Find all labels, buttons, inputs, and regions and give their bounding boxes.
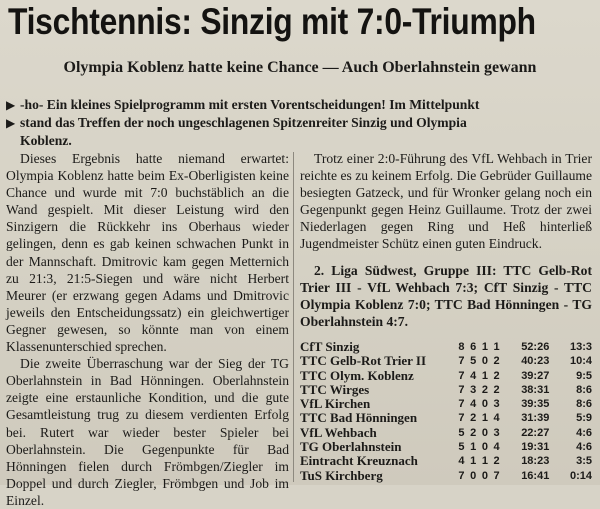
right-column xyxy=(300,150,592,483)
points: 3:5 xyxy=(576,455,592,468)
table-row xyxy=(300,411,592,425)
points: 0:14 xyxy=(569,469,592,482)
intro-text: -ho- Ein kleines Spielprogramm mit ersten Vorentscheidungen! Im Mittelpunkt xyxy=(20,97,480,112)
games-lost: 4 xyxy=(493,412,500,425)
match-score: 38:31 xyxy=(521,383,550,396)
games-lost: 3 xyxy=(493,398,500,411)
table-row xyxy=(300,397,592,411)
games-lost: 3 xyxy=(493,426,500,439)
table-row xyxy=(300,383,592,397)
team-name: Eintracht Kreuznach xyxy=(300,453,418,469)
match-score: 40:23 xyxy=(521,355,550,368)
games-won: 0 xyxy=(470,469,477,482)
points: 10:4 xyxy=(569,355,592,368)
column-divider xyxy=(293,152,294,482)
points: 4:6 xyxy=(576,441,592,454)
article-paragraph: Die zweite Überraschung war der Sieg der TG Oberlahnstein in Bad Hönningen. Oberlahnstein zeigte eine erstaunliche Kondition, und die gute Gesamtleistung trug zu diesem verdienten Erfolg bei. Rutert war wieder bester Spieler bei Oberlahnstein. Die Gegenpunkte für Bad Hönningen fielen durch Frömbgen/Ziegler im Doppel und durch Ziegler, Frömbgen und Job im Einzel. xyxy=(6,356,289,508)
league-results: 2. Liga Südwest, Gruppe III: TTC Gelb-Rot Trier III - VfL Wehbach 7:3; CfT Sinzig - TTC Olympia Koblenz 7:0; TTC Bad Hönningen - TG Oberlahnstein 4:7. xyxy=(300,262,592,329)
games-won: 3 xyxy=(470,383,477,396)
team-name: TTC Bad Hönningen xyxy=(300,410,418,426)
games-played: 5 xyxy=(458,441,465,454)
left-column xyxy=(6,150,289,509)
points: 5:9 xyxy=(576,412,592,425)
points: 13:3 xyxy=(569,340,592,353)
games-drawn: 1 xyxy=(481,369,488,382)
table-row xyxy=(300,469,592,483)
games-played: 7 xyxy=(458,355,465,368)
match-score: 39:27 xyxy=(521,369,550,382)
games-played: 7 xyxy=(458,469,465,482)
standings-table xyxy=(300,340,592,483)
games-won: 2 xyxy=(470,412,477,425)
subheadline: Olympia Koblenz hatte keine Chance — Auch Oberlahnstein gewann xyxy=(63,59,537,76)
games-drawn: 0 xyxy=(481,355,488,368)
bullet-arrow-icon: ▶ xyxy=(6,98,16,112)
table-row xyxy=(300,369,592,383)
table-row xyxy=(300,454,592,468)
team-name: TuS Kirchberg xyxy=(300,467,383,483)
points: 4:6 xyxy=(576,426,592,439)
games-drawn: 1 xyxy=(481,412,488,425)
team-name: TTC Gelb-Rot Trier II xyxy=(300,353,427,369)
points: 8:6 xyxy=(576,383,592,396)
intro-line xyxy=(6,132,594,149)
team-name: VfL Wehbach xyxy=(300,424,377,440)
intro-text: Koblenz. xyxy=(20,133,72,148)
match-score: 22:27 xyxy=(521,426,550,439)
games-won: 1 xyxy=(470,455,477,468)
games-lost: 4 xyxy=(493,441,500,454)
headline: Tischtennis: Sinzig mit 7:0-Triumph xyxy=(8,1,536,42)
article-paragraph: Dieses Ergebnis hatte niemand erwartet: Olympia Koblenz hatte beim Ex-Oberligisten keine Chance und wurde mit 7:0 buchstäblich an die Wand gespielt. Mit dieser Leistung wird den Sinzigern die Rückkehr ins Oberhaus wieder gelingen, denn es gab keinen schwachen Punkt in der Mannschaft. Dmitrovic kam gegen Metternich zu 21:3, 21:5-Siegen und wäre nicht Herbert Meurer (er erzwang gegen Adams und Dmitrovic jeweils den Entscheidungssatz) ein gleichwertiger Gegner gewesen, so könnte man von einem Klassenunterschied sprechen. xyxy=(6,151,289,355)
article-paragraph: Trotz einer 2:0-Führung des VfL Wehbach in Trier reichte es zu keinem Erfolg. Die Gebrüder Guillaume besiegten Gatzeck, und für Wronker gelang noch ein Gegenpunkt gegen Heinz Guillaume. Trotz der zwei Niederlagen gegen Ring und Heß hinterließ Jugendmeister Schütz einen guten Eindruck. xyxy=(300,151,592,252)
games-played: 4 xyxy=(458,455,465,468)
games-lost: 2 xyxy=(493,369,500,382)
team-name: VfL Kirchen xyxy=(300,396,371,412)
points: 8:6 xyxy=(576,398,592,411)
games-drawn: 0 xyxy=(481,426,488,439)
team-name: CfT Sinzig xyxy=(300,338,360,354)
games-played: 7 xyxy=(458,398,465,411)
games-drawn: 0 xyxy=(481,441,488,454)
table-row xyxy=(300,426,592,440)
games-drawn: 1 xyxy=(481,455,488,468)
games-played: 7 xyxy=(458,412,465,425)
team-name: TTC Olym. Koblenz xyxy=(300,367,414,383)
games-played: 5 xyxy=(458,426,465,439)
games-won: 5 xyxy=(470,355,477,368)
games-lost: 1 xyxy=(493,340,500,353)
match-score: 18:23 xyxy=(521,455,550,468)
intro-line xyxy=(6,96,594,114)
intro-text: stand das Treffen der noch ungeschlagenen Spitzenreiter Sinzig und Olympia xyxy=(20,115,467,130)
table-row xyxy=(300,354,592,368)
table-row xyxy=(300,440,592,454)
games-won: 6 xyxy=(470,340,477,353)
games-played: 8 xyxy=(458,340,465,353)
bullet-arrow-icon: ▶ xyxy=(6,116,16,130)
points: 9:5 xyxy=(576,369,592,382)
games-lost: 2 xyxy=(493,355,500,368)
match-score: 16:41 xyxy=(521,469,550,482)
team-name: TTC Wirges xyxy=(300,381,370,397)
games-drawn: 1 xyxy=(481,340,488,353)
match-score: 19:31 xyxy=(521,441,550,454)
games-drawn: 0 xyxy=(481,469,488,482)
games-lost: 7 xyxy=(493,469,500,482)
intro-paragraph xyxy=(6,96,594,149)
intro-line xyxy=(6,114,594,132)
games-lost: 2 xyxy=(493,383,500,396)
table-row xyxy=(300,340,592,354)
games-won: 4 xyxy=(470,369,477,382)
games-won: 4 xyxy=(470,398,477,411)
match-score: 52:26 xyxy=(521,340,550,353)
games-lost: 2 xyxy=(493,455,500,468)
match-score: 31:39 xyxy=(521,412,550,425)
games-won: 1 xyxy=(470,441,477,454)
games-drawn: 2 xyxy=(481,383,488,396)
match-score: 39:35 xyxy=(521,398,550,411)
games-played: 7 xyxy=(458,383,465,396)
games-won: 2 xyxy=(470,426,477,439)
games-played: 7 xyxy=(458,369,465,382)
team-name: TG Oberlahnstein xyxy=(300,439,402,455)
games-drawn: 0 xyxy=(481,398,488,411)
